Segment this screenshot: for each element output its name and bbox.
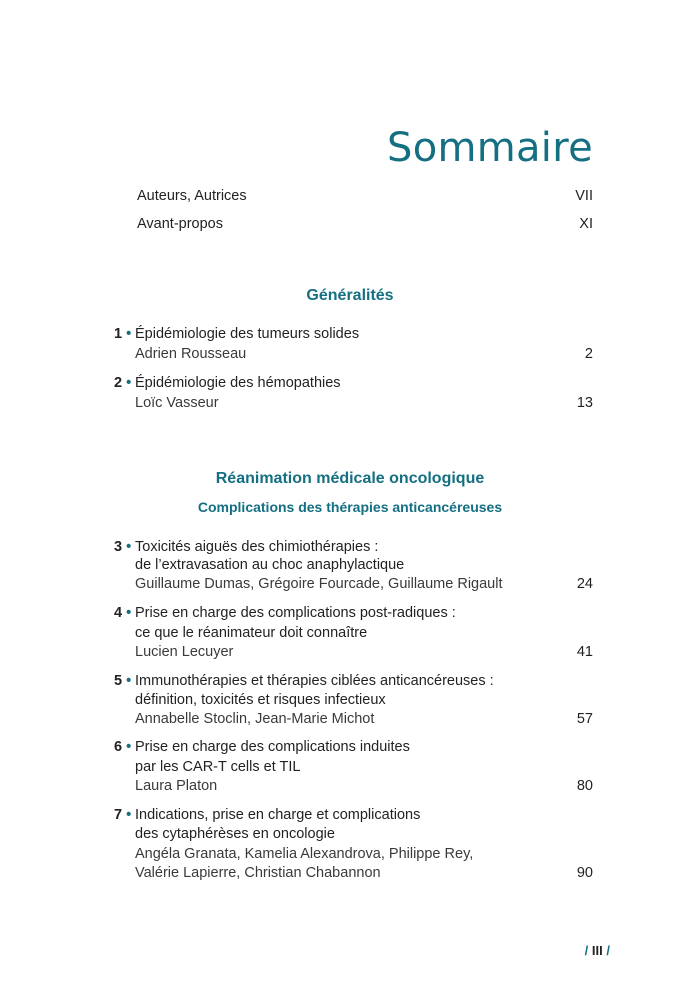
section-heading-reanimation: Réanimation médicale oncologique	[215, 470, 485, 487]
chapter-title-5-line-1[interactable]: Immunothérapies et thérapies ciblées anticancéreuses :	[135, 673, 494, 689]
chapter-number-3: 3 •	[114, 539, 132, 555]
chapter-authors-6: Laura Platon	[135, 778, 218, 794]
chapter-title-6-line-1[interactable]: Prise en charge des complications induites	[135, 739, 410, 755]
chapter-title-1[interactable]: Épidémiologie des tumeurs solides	[135, 326, 360, 342]
chapter-page-5: 57	[576, 711, 593, 727]
chapter-title-6-line-2[interactable]: par les CAR-T cells et TIL	[135, 759, 301, 775]
chapter-authors-2: Loïc Vasseur	[135, 395, 219, 411]
chapter-page-1: 2	[584, 346, 593, 362]
chapter-authors-7-line-1: Angéla Granata, Kamelia Alexandrova, Philippe Rey,	[135, 846, 474, 862]
chapter-title-7-line-2[interactable]: des cytaphérèses en oncologie	[135, 826, 335, 842]
chapter-number-1: 1 •	[114, 326, 132, 342]
chapter-title-4-line-2[interactable]: ce que le réanimateur doit connaître	[135, 625, 368, 641]
chapter-title-5-line-2[interactable]: définition, toxicités et risques infectieux	[135, 692, 386, 708]
chapter-authors-1: Adrien Rousseau	[135, 346, 247, 362]
chapter-page-2: 13	[576, 395, 593, 411]
chapter-authors-7-line-2: Valérie Lapierre, Christian Chabannon	[135, 865, 381, 881]
chapter-title-2[interactable]: Épidémiologie des hémopathies	[135, 375, 341, 391]
chapter-title-4-line-1[interactable]: Prise en charge des complications post-radiques :	[135, 605, 456, 621]
chapter-number-4: 4 •	[114, 605, 132, 621]
chapter-page-7: 90	[576, 865, 593, 881]
chapter-number-7: 7 •	[114, 807, 132, 823]
chapter-title-3-line-1[interactable]: Toxicités aiguës des chimiothérapies :	[135, 539, 379, 555]
page-title: Sommaire	[387, 124, 593, 171]
chapter-title-7-line-1[interactable]: Indications, prise en charge et complications	[135, 807, 421, 823]
front-matter-label-authors[interactable]: Auteurs, Autrices	[137, 188, 247, 204]
chapter-number-2: 2 •	[114, 375, 132, 391]
chapter-page-6: 80	[576, 778, 593, 794]
chapter-number-6: 6 •	[114, 739, 132, 755]
folio-slash-close: /	[606, 943, 610, 958]
chapter-page-4: 41	[576, 644, 593, 660]
front-matter-label-foreword[interactable]: Avant-propos	[137, 216, 223, 232]
folio-slash-open: /	[584, 943, 589, 958]
chapter-authors-3: Guillaume Dumas, Grégoire Fourcade, Guillaume Rigault	[135, 576, 503, 592]
chapter-authors-4: Lucien Lecuyer	[135, 644, 234, 660]
chapter-number-5: 5 •	[114, 673, 132, 689]
front-matter-page-foreword: XI	[579, 216, 593, 232]
chapter-title-3-line-2[interactable]: de l’extravasation au choc anaphylactique	[135, 557, 405, 573]
front-matter-page-authors: VII	[575, 188, 593, 204]
subsection-heading-complications: Complications des thérapies anticancéreuses	[197, 499, 503, 515]
chapter-authors-5: Annabelle Stoclin, Jean-Marie Michot	[135, 711, 375, 727]
folio-number: III	[591, 943, 603, 958]
page-folio	[585, 943, 610, 958]
chapter-page-3: 24	[576, 576, 593, 592]
section-heading-generalites: Généralités	[306, 287, 394, 304]
